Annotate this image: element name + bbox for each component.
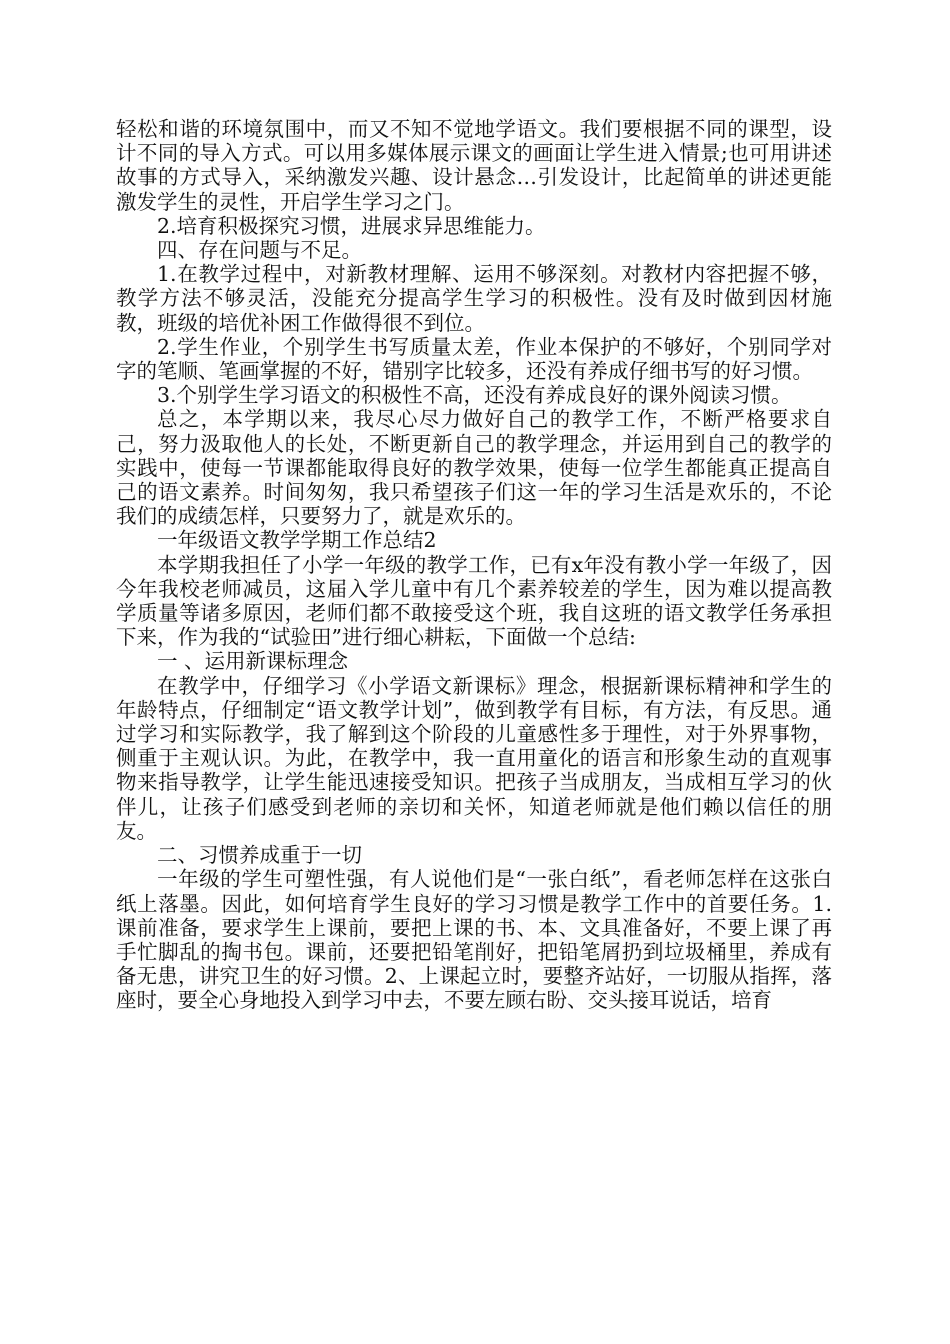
paragraph-problem-3: 3.个别学生学习语文的积极性不高，还没有养成良好的课外阅读习惯。 [157,383,792,408]
paragraph-habits: 一年级的学生可塑性强，有人说他们是“一张白纸”，看老师怎样在这张白纸上落墨。因此，如何培育学生良好的学习习惯是教学工作中的首要任务。1.课前准备，要求学生上课前，要把上课的书、本、文具准备好，不要上课了再手忙脚乱的掏书包。课前，还要把铅笔削好，把铅笔屑扔到垃圾桶里，养成有备无患，讲究卫生的好习惯。2、上课起立时，要整齐站好，一切服从指挥，落座时，要全心身地投入到学习中去，不要左顾右盼、交头接耳说话，培育 [116,867,832,1013]
paragraph-intro: 本学期我担任了小学一年级的教学工作，已有x年没有教小学一年级了，因今年我校老师减员，这届入学儿童中有几个素养较差的学生，因为难以提高教学质量等诸多原因，老师们都不敢接受这个班，我自这班的语文教学任务承担下来，作为我的“试验田”进行细心耕耘，下面做一个总结: [116,552,832,650]
section-heading-problems: 四、存在问题与不足。 [157,238,362,263]
paragraph-continuation: 轻松和谐的环境氛围中，而又不知不觉地学语文。我们要根据不同的课型，设计不同的导入方式。可以用多媒体展示课文的画面让学生进入情景;也可用讲述故事的方式导入，采纳激发兴趣、设计悬念…引发设计，比起简单的讲述更能激发学生的灵性，开启学生学习之门。 [116,117,832,214]
section-heading-new-curriculum: 一 、运用新课标理念 [157,649,349,674]
paragraph-problem-2: 2.学生作业，个别学生书写质量太差，作业本保护的不够好，个别同学对字的笔顺、笔画掌握的不好，错别字比较多，还没有养成仔细书写的好习惯。 [116,334,832,384]
paragraph-conclusion: 总之，本学期以来，我尽心尽力做好自己的教学工作，不断严格要求自己，努力汲取他人的长处，不断更新自己的教学理念，并运用到自己的教学的实践中，使每一节课都能取得良好的教学效果，使每一位学生都能真正提高自己的语文素养。时间匆匆，我只希望孩子们这一年的学习生活是欢乐的，不论我们的成绩怎样，只要努力了，就是欢乐的。 [116,407,832,529]
document-page [116,117,832,1013]
paragraph-problem-1: 1.在教学过程中，对新教材理解、运用不够深刻。对教材内容把握不够，教学方法不够灵活，没能充分提高学生学习的积极性。没有及时做到因材施教，班级的培优补困工作做得很不到位。 [116,262,832,335]
paragraph-new-curriculum: 在教学中，仔细学习《小学语文新课标》理念，根据新课标精神和学生的年龄特点，仔细制定“语文教学计划”，做到教学有目标，有方法，有反思。通过学习和实际教学，我了解到这个阶段的儿童感性多于理性，对于外界事物，侧重于主观认识。为此，在教学中，我一直用童化的语言和形象生动的直观事物来指导教学，让学生能迅速接受知识。把孩子当成朋友，当成相互学习的伙伴儿，让孩子们感受到老师的亲切和关怀，知道老师就是他们赖以信任的朋友。 [116,673,832,843]
section-heading-habits: 二、习惯养成重于一切 [157,843,362,868]
paragraph-inquiry-habit: 2.培育积极探究习惯，进展求异思维能力。 [157,213,546,238]
article-title-2: 一年级语文教学学期工作总结2 [157,528,437,553]
